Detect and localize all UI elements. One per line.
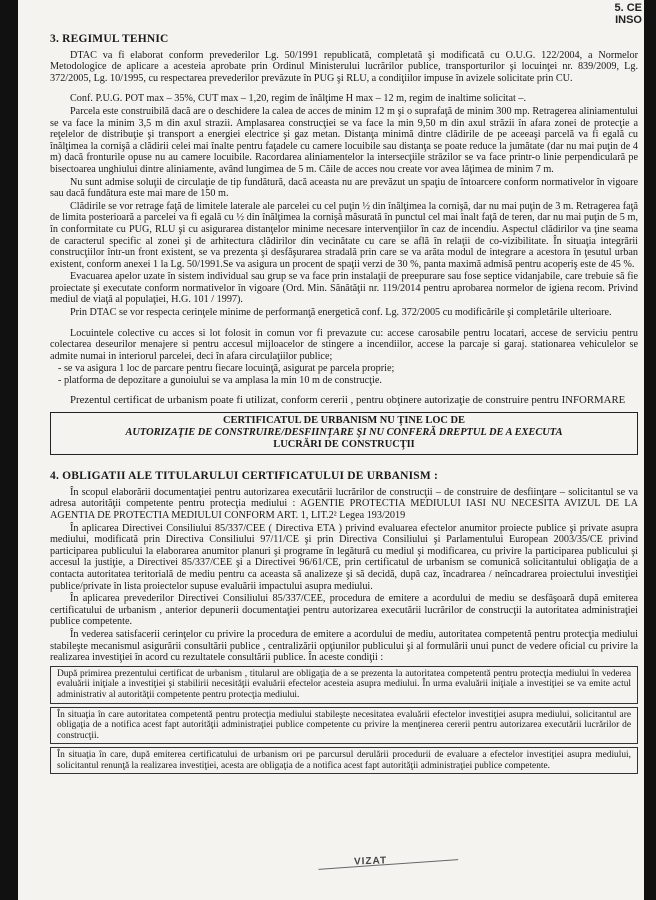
paragraph: În aplicarea prevederilor Directivei Consiliului 85/337/CEE, procedura de emitere a acordului de mediu se desfăşoară după emiterea certificatului de urbanism , anterior depunerii documentaţiei pentru autorizarea executării lucrărilor de construcţii la autoritatea administraţiei publice competente. — [50, 593, 638, 628]
signature-stroke — [318, 849, 458, 870]
notice-box — [50, 412, 638, 455]
condition-box: În situaţia în care, după emiterea certificatului de urbanism ori pe parcursul derulării procedurii de evaluare a efectelor investiţiei asupra mediului, solicitantul renunţă la realizarea investiţiei, acesta are obligaţia de a notifica acest fapt autorităţii administraţiei publice competente. — [50, 747, 638, 774]
document-content — [50, 34, 638, 777]
notice-line: CERTIFICATUL DE URBANISM NU ŢINE LOC DE — [223, 415, 465, 427]
condition-box: După primirea prezentului certificat de urbanism , titularul are obligaţia de a se prezenta la autoritatea competentă pentru protecţia mediului în vederea evaluării iniţiale a investiţiei şi stabilirii necesităţii evaluării efectelor acesteia asupra mediului. În urma evaluării iniţiale a investiţiei se va emite actul administrativ al autorităţii competente pentru protecţia mediului. — [50, 666, 638, 704]
vizat-stamp: VIZAT — [353, 855, 388, 868]
notice-line: AUTORIZAŢIE DE CONSTRUIRE/DESFIINŢARE ŞI NU CONFERĂ DREPTUL DE A EXECUTA — [125, 427, 563, 439]
section-4-title: 4. OBLIGATII ALE TITULARULUI CERTIFICATULUI DE URBANISM : — [50, 470, 439, 483]
condition-box: În situaţia în care autoritatea competentă pentru protecţia mediului stabileşte necesitatea evaluării efectelor investiţiei asupra mediului, solicitantul are obligaţia de a notifica acest fapt autorităţii administraţiei publice competente cu privire la menţinerea cererii pentru autorizarea executării lucrărilor de construcţii. — [50, 707, 638, 745]
notice-line: LUCRĂRI DE CONSTRUCŢII — [273, 439, 415, 451]
paragraph: Locuintele colective cu acces si lot folosit in comun vor fi prevazute cu: accese carosabile pentru locatari, accese de serviciu pentru colectarea deseurilor menajere si pentru accesul mijloacelor de stingere a incendiilor, accese la parcaje si garaj. stationarea vehiculelor se admite numai in interiorul parcelei, deci în afara circulaţiilor publice; — [50, 327, 638, 362]
paragraph: Prezentul certificat de urbanism poate fi utilizat, conform cererii , pentru obţinere autorizaţie de construire pentru INFORMARE — [70, 393, 626, 406]
paragraph: În vederea satisfacerii cerinţelor cu privire la procedura de emitere a acordului de mediu, autoritatea competentă pentru protecţia mediului stabileşte mecanismul asigurării consultării publice , centralizării opţiunilor publicului şi al formulării unui punct de vedere oficial cu privire la realizarea investiţiei în acord cu rezultatele consultării publice. În aceste condiţii : — [50, 628, 638, 664]
paragraph: Evacuarea apelor uzate în sistem individual sau grup se va face prin instalaţii de preepurare sau fose septice vidanjabile, care trebuie să fie proiectate şi executate conform normativelor în vigoare (Ord. Min. Sănătăţii nr. 119/2014 pentru aprobarea normelor de igiena recom. Privind mediul de viaţă al populaţiei, H.G. 101 / 1997). — [50, 271, 638, 306]
paragraph: Parcela este construibilă dacă are o deschidere la calea de acces de minim 12 m şi o suprafaţă de minim 300 mp. Retragerea aliniamentului se va face la minim 3,5 m din axul strazii. Amplasarea construcţiei se va face la min 9,50 m din axul străzii în afara zonei de protecţie a reţelelor de distribuţie şi transport a energiei electrice şi gaz metan. Distanţa minimă dintre clădirile de pe aceeaşi parcelă va fi egală cu înălţimea la cornişă a clădirii celei mai înalte pentru faţadele cu camere locuibile sau distanţa se poate reduce la jumătate (dar nu mai puţin de 4 m) dacă fronturile opuse nu au camere locuibile. Racordarea aliniamentelor la intersecţiile străzilor se va face printr-o linie perpendiculară pe bisectoarea unghiului dintre aliniamente, având lungimea de 5 m. Căile de acces nou create vor avea lăţimea de minim 7 m. — [50, 105, 638, 175]
paragraph: Prin DTAC se vor respecta cerinţele minime de performanţă energetică conf. Lg. 372/2005 cu modificările şi completările ulterioare. — [70, 307, 612, 319]
paragraph: În scopul elaborării documentaţiei pentru autorizarea executării lucrărilor de construcţii – de construire de desfiinţare – solicitantul se va adresa autorităţii competente pentru protecţia mediului : AGENTIE PROTECTIA MEDIULUI IASI NU NECESITA AVIZUL DE LA AGENTIA DE PROTECTIA MEDIULUI CONFORM ART. 1, LIT.2² Legea 193/2019 — [50, 486, 638, 521]
document-page — [18, 0, 644, 900]
paragraph: DTAC va fi elaborat conform prevederilor Lg. 50/1991 republicată, completată şi modificată cu O.U.G. 122/2004, a Normelor Metodologice de aplicare a acesteia aprobate prin Ordinul Ministerului lucrărilor publice, transporturilor şi locuinţei nr. 839/2009, Lg. 372/2005, Lg. 10/1995, cu respectarea prevederilor prevăzute în PUG şi RLU, a condiţiilor impuse în avizele solicitate prin CU. — [50, 49, 638, 84]
paragraph: Conf. P.U.G. POT max – 35%, CUT max – 1,20, regim de înălţime H max – 12 m, regim de inaltime solicitat –. — [70, 93, 527, 105]
paragraph: Nu sunt admise soluţii de circulaţie de tip fundătură, dacă aceasta nu are prevăzut un spaţiu de întoarcere conform normativelor în vigoare sau dacă fundătura este mai mare de 150 m. — [50, 176, 638, 200]
corner-label: 5. CE INSO — [614, 2, 642, 26]
list-item: - platforma de depozitare a gunoiului se va amplasa la min 10 m de construcţie. — [58, 375, 382, 387]
paragraph: În aplicarea Directivei Consiliului 85/337/CEE ( Directiva ETA ) privind evaluarea efectelor anumitor proiecte publice şi private asupra mediului, modificată prin Directiva Consiliului 97/11/CE şi prin Directiva Consiliului şi Parlamentului European 2003/35/CE privind participarea publicului la elaborarea anumitor planuri şi programe în legătură cu mediul şi modificarea, cu privire la participarea publicului şi accesul la justiţie, a Directivei 85/337/CEE şi a Directivei 96/61/CE, prin certificatul de urbanism se comunică solicitantului obligaţia de a contacta autoritatea teritorială de mediu pentru ca aceasta să analizeze şi să decidă, după caz, încadrarea / neîncadrarea proiectului investiţiei publice/private în lista proiectelor supuse evaluării impactului asupra mediului. — [50, 522, 638, 592]
paragraph: Clădirile se vor retrage faţă de limitele laterale ale parcelei cu cel puţin ½ din înălţimea la cornişă, dar nu mai puţin de 3 m. Retragerea faţă de limita posterioară a parcelei va fi egală cu ½ din înălţimea la cornişă măsurată în punctul cel mai înalt faţă de teren, dar nu mai puţin de 5 m, în conformitate cu PUG, RLU şi cu asigurarea distanţelor minime necesare intervenţiilor în caz de incendiu. Aspectul clădirilor va ţine seama de caracterul specific al zonei şi de arhitectura clădirilor din vecinătate cu care se află în relaţii de co-vizibilitate. În situaţia integrării construcţiilor într-un front existent, se va prezenta şi desfăşurarea stradală prin care se va arăta modul de integrare a acestora în ţesutul urban existent, conform anexei 1 la Lg. 50/1991.Se va asigura un procent de spaţii verzi de 30 %, panta maximă admisă pentru acoperiş este de 45 %. — [50, 200, 638, 270]
section-3-title: 3. REGIMUL TEHNIC — [50, 33, 169, 45]
list-item: - se va asigura 1 loc de parcare pentru fiecare locuinţă, asigurat pe parcela proprie; — [58, 363, 395, 375]
